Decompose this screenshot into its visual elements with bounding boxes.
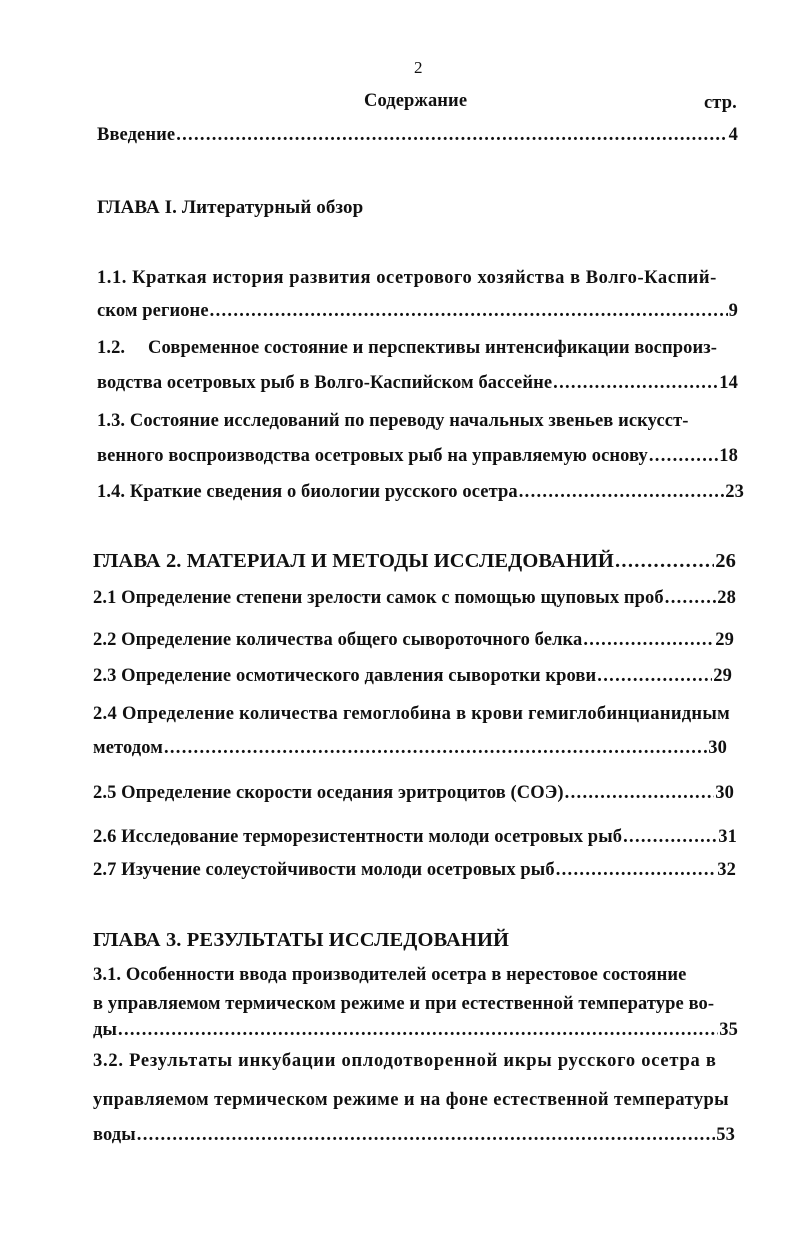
toc-entry-2-6 [93, 826, 737, 848]
toc-entry-3-1-line2: в управляемом термическом режиме и при естественной температуре во- [93, 994, 715, 1014]
toc-entry-title: 2.7 Изучение солеустойчивости молоди осетровых рыб [93, 860, 555, 880]
toc-entry-2-4 [93, 737, 727, 759]
toc-entry-1-4 [97, 481, 744, 503]
toc-entry-2-1 [93, 587, 736, 609]
leader-dots [649, 445, 718, 467]
toc-entry-1-1 [97, 300, 738, 322]
toc-entry-3-1-line1: 3.1. Особенности ввода производителей осетра в нерестовое состояние [93, 965, 687, 985]
toc-page-number: 4 [728, 125, 738, 145]
toc-entry-1-2 [97, 372, 738, 394]
toc-entry-3-2-line2: управляемом термическом режиме и на фоне естественной температуры [93, 1090, 730, 1110]
toc-entry-2-3 [93, 665, 732, 687]
leader-dots [665, 587, 717, 609]
toc-page-number: 30 [715, 783, 734, 803]
toc-entry-1-1-line1: 1.1. Краткая история развития осетрового хозяйства в Волго-Каспий- [97, 268, 717, 288]
toc-entry-2-5 [93, 782, 734, 804]
toc-entry-title: воды [93, 1125, 136, 1145]
leader-dots [615, 550, 714, 572]
leader-dots [565, 782, 715, 804]
toc-entry-title: 2.3 Определение осмотического давления сыворотки крови [93, 666, 597, 686]
chapter-1-heading: ГЛАВА I. Литературный обзор [97, 197, 364, 218]
leader-dots [583, 629, 714, 651]
toc-page-number: 9 [728, 301, 738, 321]
toc-page-number: 26 [715, 550, 736, 572]
toc-entry-title: 2.1 Определение степени зрелости самок с помощью щуповых проб [93, 588, 664, 608]
toc-entry-1-3-line1: 1.3. Состояние исследований по переводу начальных звеньев искусст- [97, 411, 689, 431]
toc-page-number: 35 [719, 1020, 738, 1040]
toc-entry-3-2 [93, 1124, 735, 1146]
contents-title: Содержание [364, 91, 468, 111]
leader-dots [519, 481, 725, 503]
toc-page-number: 28 [717, 588, 736, 608]
toc-entry-3-2-line1: 3.2. Результаты инкубации оплодотворенной икры русского осетра в [93, 1051, 717, 1071]
leader-dots [176, 124, 727, 146]
toc-entry-title: ском регионе [97, 301, 209, 321]
toc-page-number: 29 [713, 666, 732, 686]
leader-dots [556, 859, 717, 881]
toc-entry-2-4-line1: 2.4 Определение количества гемоглобина в крови гемиглобинцианидным [93, 704, 731, 724]
leader-dots [210, 300, 728, 322]
toc-page-number: 30 [708, 738, 727, 758]
leader-dots [118, 1019, 718, 1041]
chapter-2-heading [93, 550, 736, 572]
toc-entry-1-2-number: 1.2. [97, 338, 126, 358]
toc-entry-title: водства осетровых рыб в Волго-Каспийском бассейне [97, 373, 553, 393]
toc-entry-title: методом [93, 738, 163, 758]
leader-dots [623, 826, 717, 848]
toc-page-number: 18 [719, 446, 738, 466]
leader-dots [553, 372, 718, 394]
toc-entry-title: 2.2 Определение количества общего сывороточного белка [93, 630, 583, 650]
toc-entry-2-7 [93, 859, 736, 881]
toc-page-number: 32 [717, 860, 736, 880]
toc-entry-title: ды [93, 1020, 118, 1040]
toc-page-number: 31 [718, 827, 737, 847]
toc-page-number: 23 [725, 482, 744, 502]
leader-dots [597, 665, 712, 687]
toc-entry-title: 2.6 Исследование терморезистентности молоди осетровых рыб [93, 827, 623, 847]
toc-page-number: 29 [715, 630, 734, 650]
toc-entry-1-3 [97, 445, 738, 467]
toc-entry-title: венного воспроизводства осетровых рыб на управляемую основу [97, 446, 648, 466]
toc-page-number: 53 [716, 1125, 735, 1145]
leader-dots [164, 737, 707, 759]
toc-entry-intro [97, 124, 738, 146]
toc-entry-2-2 [93, 629, 734, 651]
chapter-3-heading: ГЛАВА 3. РЕЗУЛЬТАТЫ ИССЛЕДОВАНИЙ [93, 929, 510, 951]
toc-entry-title: 2.5 Определение скорости оседания эритроцитов (СОЭ) [93, 783, 564, 803]
toc-page-number: 14 [719, 373, 738, 393]
page-column-label: стр. [704, 93, 737, 113]
leader-dots [137, 1124, 716, 1146]
toc-entry-title: Введение [97, 125, 176, 145]
toc-entry-1-2-line1: Современное состояние и перспективы интенсификации воспроиз- [148, 338, 718, 358]
page-number: 2 [414, 58, 423, 77]
toc-entry-title: ГЛАВА 2. МАТЕРИАЛ И МЕТОДЫ ИССЛЕДОВАНИЙ [93, 550, 614, 572]
toc-entry-3-1 [93, 1019, 738, 1041]
toc-entry-title: 1.4. Краткие сведения о биологии русского осетра [97, 482, 518, 502]
